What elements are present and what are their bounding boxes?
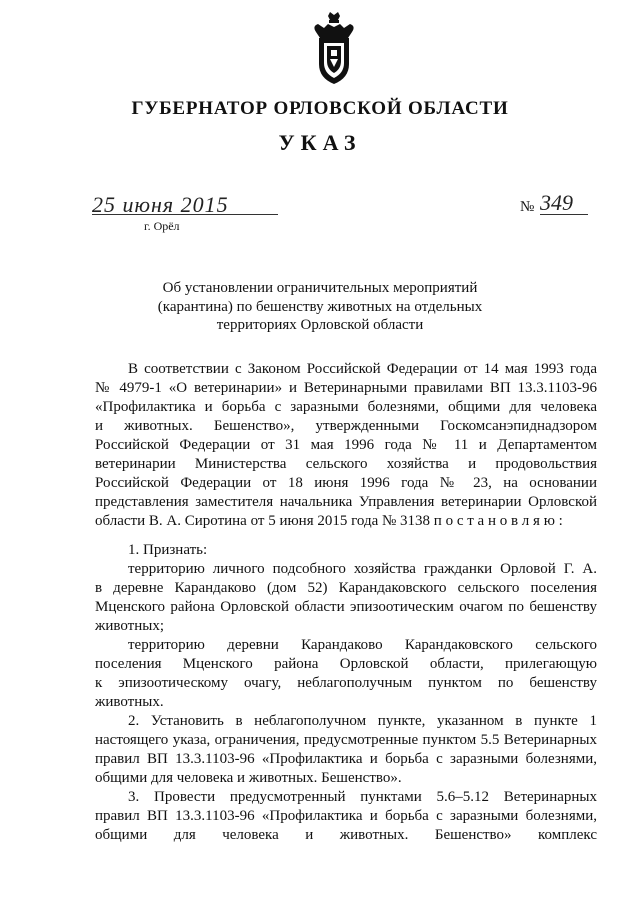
body-line: правил ВП 13.3.1103-96 «Профилактика и борьба с заразными болезнями, (95, 808, 597, 824)
body-line: в деревне Карандаково (дом 52) Карандаковского сельского поселения (95, 580, 597, 596)
body-line: ветеринарии Министерства сельского хозяйства и продовольствия (95, 456, 597, 472)
handwritten-number: 349 (540, 190, 573, 215)
body-line: территорию деревни Карандаково Карандаковского сельского (128, 637, 597, 653)
body-line: В соответствии с Законом Российской Федерации от 14 мая 1993 года (128, 361, 597, 377)
subject-line: (карантина) по бешенству животных на отдельных (157, 298, 483, 315)
body-line: общими для человека и животных. Бешенство». (95, 770, 402, 786)
decree-subject (150, 279, 490, 335)
body-line: поселения Мценского района Орловской области, прилегающую (95, 656, 597, 672)
document-type-title: УКАЗ (278, 130, 362, 155)
body-line: № 4979-1 «О ветеринарии» и Ветеринарными правилами ВП 13.3.1103-96 (95, 380, 597, 396)
subject-line: территориях Орловской области (216, 317, 424, 333)
body-line: животных. (95, 694, 164, 710)
subject-line: Об установлении ограничительных мероприятий (162, 280, 478, 296)
number-underline (540, 214, 588, 215)
body-line: представления заместителя начальника Управления ветеринарии Орловской (95, 494, 597, 510)
body-line: территорию личного подсобного хозяйства гражданки Орловой Г. А. (128, 561, 597, 577)
body-line: настоящего указа, ограничения, предусмотренные пунктом 5.5 Ветеринарных (95, 732, 597, 748)
number-label: № (520, 199, 535, 215)
body-line: области В. А. Сиротина от 5 июня 2015 года № 3138 п о с т а н о в л я ю : (95, 513, 563, 529)
body-line: общими для человека и животных. Бешенство» комплекс (95, 827, 597, 843)
body-line: Российской Федерации от 31 мая 1996 года № 11 и Департаментом (95, 437, 597, 453)
coat-of-arms-emblem (310, 12, 358, 86)
clause-heading: 2. Установить в неблагополучном пункте, указанном в пункте 1 (128, 713, 597, 729)
body-line: Мценского района Орловской области эпизоотическим очагом по бешенству (95, 599, 597, 615)
handwritten-date: 25 июня 2015 (92, 192, 229, 217)
body-line: «Профилактика и борьба с заразными болезнями, общими для человека (95, 399, 597, 415)
clause-heading: 3. Провести предусмотренный пунктами 5.6–5.12 Ветеринарных (128, 789, 597, 805)
body-line: и животных. Бешенство», утвержденными Госкомсанэпиднадзором (95, 418, 597, 434)
city-label: г. Орёл (144, 219, 180, 233)
date-underline (92, 214, 278, 215)
body-line: Российской Федерации от 18 июня 1996 года № 23, на основании (95, 475, 597, 491)
body-line: правил ВП 13.3.1103-96 «Профилактика и борьба с заразными болезнями, (95, 751, 597, 767)
body-line: к эпизоотическому очагу, неблагополучным пунктом по бешенству (95, 675, 597, 691)
clause-heading: 1. Признать: (128, 542, 208, 558)
issuer-title: ГУБЕРНАТОР ОРЛОВСКОЙ ОБЛАСТИ (131, 98, 509, 119)
body-line: животных; (95, 618, 165, 634)
